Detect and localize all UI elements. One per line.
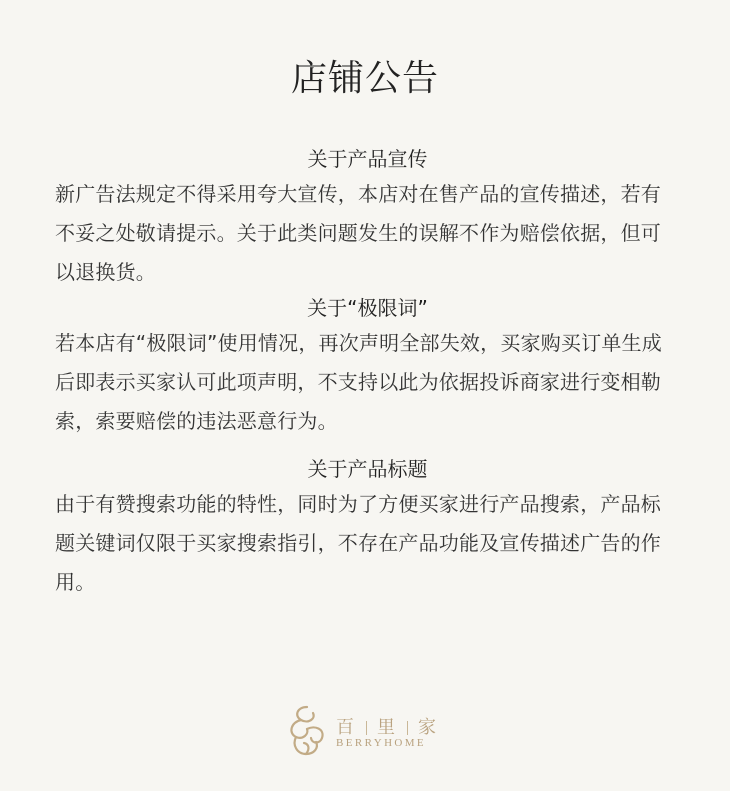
brand-english-name: BERRYHOME <box>336 737 427 749</box>
section-heading-extreme-words: 关于“极限词” <box>307 296 428 320</box>
brand-char-3: 家 <box>418 717 438 738</box>
brand-char-2: 里 <box>377 717 397 738</box>
section-heading-product-promotion: 关于产品宣传 <box>307 147 428 171</box>
brand-separator <box>366 721 367 735</box>
section-heading-product-title: 关于产品标题 <box>307 457 428 481</box>
announcement-content <box>55 143 680 602</box>
section-text-extreme-words: 若本店有“极限词”使用情况，再次声明全部失效，买家购买订单生成后即表示买家认可此项声明，不支持以此为依据投诉商家进行变相勒索，索要赔偿的违法恶意行为。 <box>55 331 662 433</box>
brand-separator <box>407 721 408 735</box>
section-text-product-title: 由于有赞搜索功能的特性，同时为了方便买家进行产品搜索，产品标题关键词仅限于买家搜索指引，不存在产品功能及宣传描述广告的作用。 <box>55 492 661 594</box>
berryhome-logo-icon <box>282 703 332 759</box>
brand-char-1: 百 <box>336 717 356 738</box>
brand-logo <box>282 703 452 763</box>
brand-chinese-name <box>336 713 438 739</box>
section-text-product-promotion: 新广告法规定不得采用夸大宣传，本店对在售产品的宣传描述，若有不妥之处敬请提示。关于此类问题发生的误解不作为赔偿依据，但可以退换货。 <box>55 182 661 284</box>
page-title: 店铺公告 <box>290 58 439 99</box>
